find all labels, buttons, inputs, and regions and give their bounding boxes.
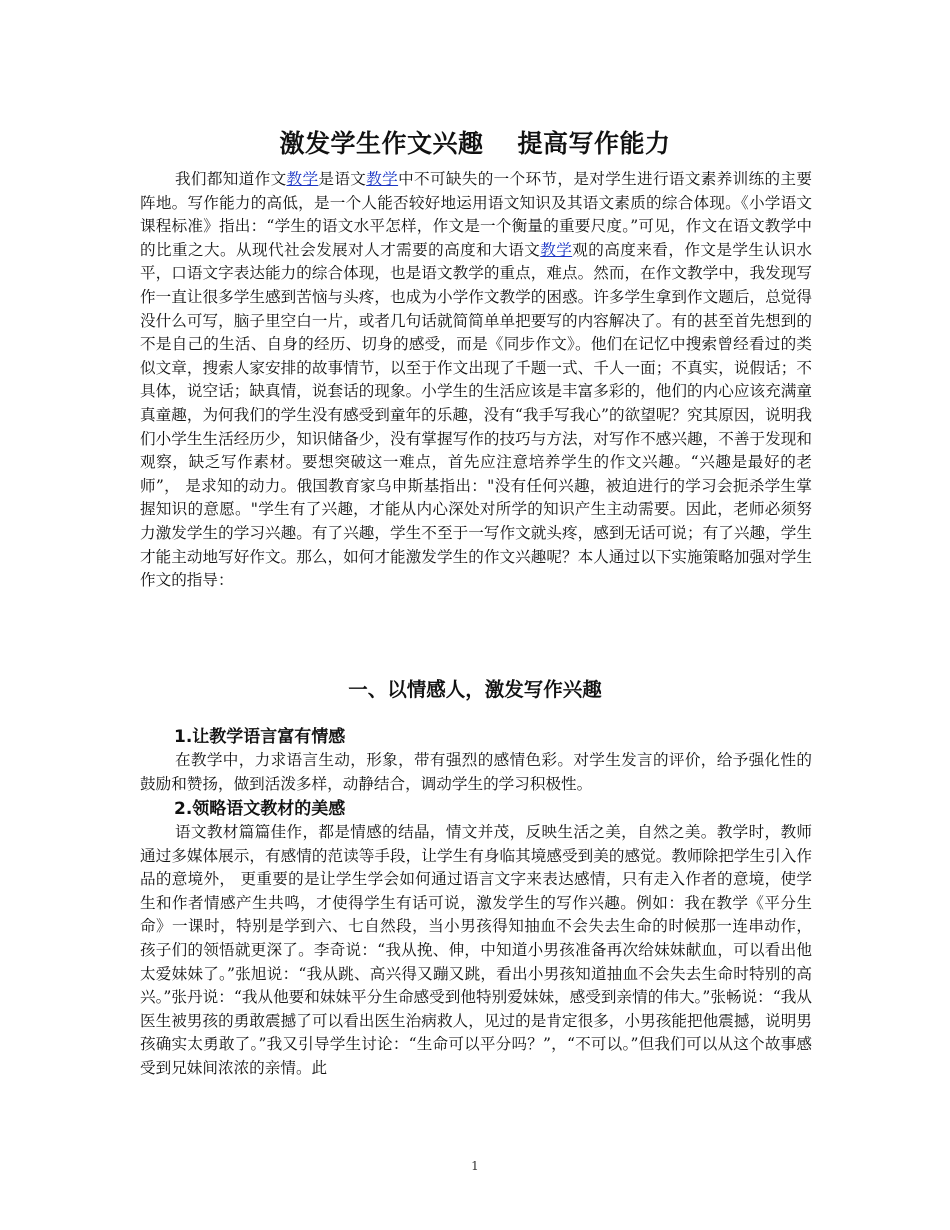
subsection-1-paragraph: 在教学中，力求语言生动，形象，带有强烈的感情色彩。对学生发言的评价，给予强化性的鼓励和赞扬，做到活泼多样，动静结合，调动学生的学习积极性。	[140, 751, 812, 793]
subsection-2-heading: 2.领略语文教材的美感	[174, 799, 346, 819]
document-title	[0, 124, 950, 164]
page-number: 1	[471, 1159, 479, 1173]
title-part-1: 激发学生作文兴趣	[279, 129, 484, 158]
teaching-link-3[interactable]: 教学	[540, 240, 573, 259]
teaching-link-1[interactable]: 教学	[286, 170, 319, 188]
subsection-2-paragraph: 语文教材篇篇佳作，都是情感的结晶，情文并茂，反映生活之美，自然之美。教学时，教师通过多媒体展示，有感情的范读等手段，让学生有身临其境感受到美的感觉。教师除把学生引入作品的意境外， 更重要的是让学生学会如何通过语言文字来表达感情，只有走入作者的意境，使学生和作者情感产生共鸣，才使得学生有话可说，激发学生的写作兴趣。例如：我在教学《平分生命》一课时，特别是学到六、七自然段，当小男孩得知抽血不会失去生命的时候那一连串动作， 孩子们的领悟就更深了。李奇说：“我从挽、伸，中知道小男孩准备再次给妹妹献血，可以看出他太爱妹妹了。”张旭说：“我从跳、高兴得又蹦又跳，看出小男孩知道抽血不会失去生命时特别的高兴。”张丹说：“我从他要和妹妹平分生命感受到他特别爱妹妹，感受到亲情的伟大。”张畅说：“我从医生被男孩的勇敢震撼了可以看出医生治病救人，见过的是肯定很多，小男孩能把他震撼，说明男孩确实太勇敢了。”我又引导学生讨论：“生命可以平分吗？”，“不可以。”但我们可以从这个故事感受到兄妹间浓浓的亲情。此	[140, 823, 812, 1077]
title-part-2: 提高写作能力	[517, 129, 671, 158]
section-1-heading: 一、以情感人，激发写作兴趣	[348, 678, 602, 701]
intro-text-1: 我们都知道作文	[175, 170, 287, 188]
intro-text-3: 中不可缺失的一个环节，是对学生进行语文素养训练的主要阵地。写作能力的高低，是一个人能否较好地运用语文知识及其语文素质的综合体现。《小学语文课程标准》指出：“学生的语文水平怎样，作文是一个衡量的重要尺度。”可见，作文在语文教学中的比重之大。从现代社会发展对人才需要的高度和大语文	[140, 170, 812, 259]
intro-text-4: 观的高度来看，作文是学生认识水平，口语文字表达能力的综合体现，也是语文教学的重点，难点。然而，在作文教学中，我发现写作一直让很多学生感到苦恼与头疼，也成为小学作文教学的困惑。许多学生拿到作文题后，总觉得没什么可写，脑子里空白一片，或者几句话就简简单单把要写的内容解决了。有的甚至首先想到的不是自己的生活、自身的经历、切身的感受，而是《同步作文》。他们在记忆中搜索曾经看过的类似文章，搜索人家安排的故事情节，以至于作文出现了千题一式、千人一面；不真实，说假话；不具体，说空话；缺真情，说套话的现象。小学生的生活应该是丰富多彩的，他们的内心应该充满童真童趣，为何我们的学生没有感受到童年的乐趣，没有“我手写我心”的欲望呢？究其原因，说明我们小学生生活经历少，知识储备少，没有掌握写作的技巧与方法，对写作不感兴趣，不善于发现和观察，缺乏写作素材。要想突破这一难点，首先应注意培养学生的作文兴趣。“兴趣是最好的老师”， 是求知的动力。俄国教育家乌申斯基指出："没有任何兴趣，被迫进行的学习会扼杀学生掌握知识的意愿。"学生有了兴趣，才能从内心深处对所学的知识产生主动需要。因此，老师必须努力激发学生的学习兴趣。有了兴趣，学生不至于一写作文就头疼，感到无话可说；有了兴趣，学生才能主动地写好作文。那么，如何才能激发学生的作文兴趣呢？本人通过以下实施策略加强对学生作文的指导：	[140, 240, 812, 590]
subsection-1-heading: 1.让教学语言富有情感	[174, 727, 346, 747]
intro-paragraph	[140, 168, 812, 593]
intro-text-2: 是语文	[318, 170, 367, 188]
teaching-link-2[interactable]: 教学	[366, 170, 399, 188]
